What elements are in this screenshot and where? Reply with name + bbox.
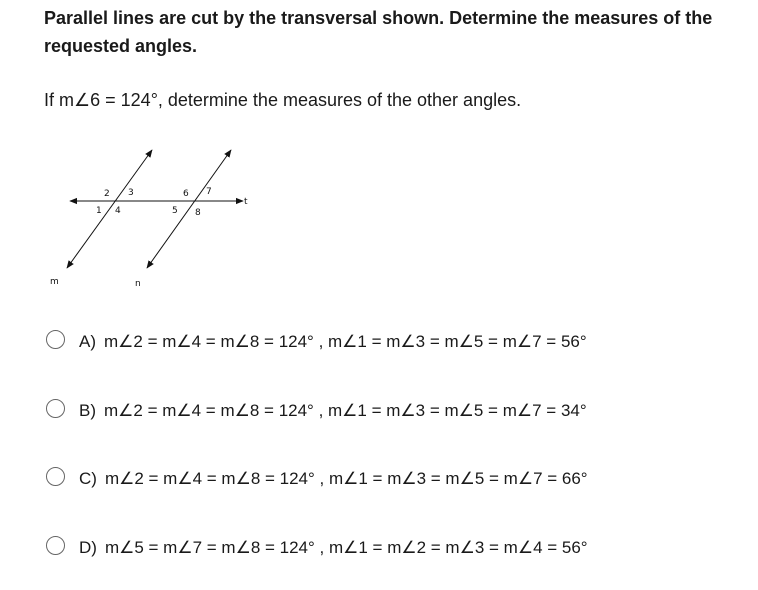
angle-label-5: 5 xyxy=(172,206,178,216)
choice-a[interactable] xyxy=(46,327,587,357)
angle-label-4: 4 xyxy=(115,206,121,216)
transversal-figure xyxy=(40,140,270,300)
choice-letter-d: D) xyxy=(79,538,97,557)
angle-label-7: 7 xyxy=(206,187,212,197)
radio-button-a[interactable] xyxy=(46,330,65,349)
line-label-n: n xyxy=(135,279,141,289)
radio-button-c[interactable] xyxy=(46,467,65,486)
choice-c[interactable] xyxy=(46,464,588,494)
question-title: Parallel lines are cut by the transversal shown. Determine the measures of the requested angles. xyxy=(44,8,713,56)
radio-button-b[interactable] xyxy=(46,399,65,418)
angle-label-6: 6 xyxy=(183,189,189,199)
parallel-line-n xyxy=(147,150,231,268)
choice-d[interactable] xyxy=(46,533,588,563)
angle-label-1: 1 xyxy=(96,206,102,216)
question-prompt: If m∠6 = 124°, determine the measures of the other angles. xyxy=(44,90,522,110)
choice-text-c: m∠2 = m∠4 = m∠8 = 124° , m∠1 = m∠3 = m∠5 = m∠7 = 66° xyxy=(104,469,588,488)
choice-letter-a: A) xyxy=(79,332,96,351)
parallel-lines-diagram xyxy=(40,140,270,300)
choice-text-b: m∠2 = m∠4 = m∠8 = 124° , m∠1 = m∠3 = m∠5 = m∠7 = 34° xyxy=(104,401,587,420)
line-label-t: t xyxy=(244,197,248,207)
angle-label-3: 3 xyxy=(128,188,134,198)
angle-label-8: 8 xyxy=(195,208,201,218)
choice-text-d: m∠5 = m∠7 = m∠8 = 124° , m∠1 = m∠2 = m∠3 = m∠4 = 56° xyxy=(104,538,588,557)
choice-letter-c: C) xyxy=(79,469,97,488)
line-label-m: m xyxy=(50,277,59,287)
angle-label-2: 2 xyxy=(104,189,110,199)
radio-button-d[interactable] xyxy=(46,536,65,555)
choice-letter-b: B) xyxy=(79,401,96,420)
choice-text-a: m∠2 = m∠4 = m∠8 = 124° , m∠1 = m∠3 = m∠5 = m∠7 = 56° xyxy=(104,332,587,351)
choice-b[interactable] xyxy=(46,396,587,426)
parallel-line-m xyxy=(67,150,152,268)
